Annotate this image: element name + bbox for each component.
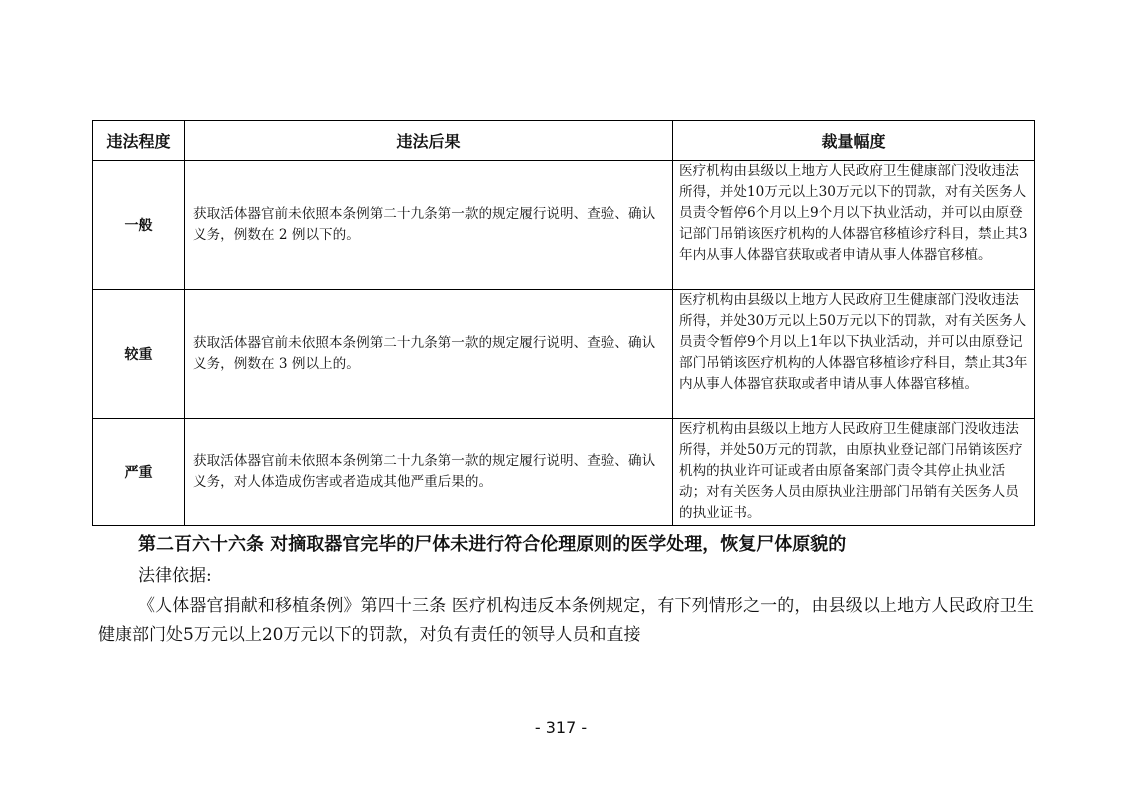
table-row [93, 161, 1035, 290]
header-violation-consequence: 违法后果 [185, 121, 673, 161]
penalty-range-cell: 医疗机构由县级以上地方人民政府卫生健康部门没收违法所得，并处30万元以上50万元以下的罚款，对有关医务人员责令暂停9个月以上1年以下执业活动，并可以由原登记部门吊销该医疗机构的人体器官移植诊疗科目，禁止其3年内从事人体器官获取或者申请从事人体器官移植。 [673, 290, 1035, 419]
degree-cell: 一般 [93, 161, 185, 290]
penalty-range-cell: 医疗机构由县级以上地方人民政府卫生健康部门没收违法所得，并处10万元以上30万元以下的罚款，对有关医务人员责令暂停6个月以上9个月以下执业活动，并可以由原登记部门吊销该医疗机构的人体器官移植诊疗科目，禁止其3年内从事人体器官获取或者申请从事人体器官移植。 [673, 161, 1035, 290]
table-header-row [93, 121, 1035, 161]
table-row [93, 419, 1035, 526]
consequence-cell: 获取活体器官前未依照本条例第二十九条第一款的规定履行说明、查验、确认义务，例数在 2 例以下的。 [185, 161, 673, 290]
article-heading: 第二百六十六条 对摘取器官完毕的尸体未进行符合伦理原则的医学处理，恢复尸体原貌的 [138, 534, 847, 555]
legal-basis-text: 《人体器官捐献和移植条例》第四十三条 医疗机构违反本条例规定，有下列情形之一的，由县级以上地方人民政府卫生健康部门处5万元以上20万元以下的罚款，对负有责任的领导人员和直接 [98, 596, 1034, 645]
page-number: - 317 - [534, 718, 588, 737]
table-row [93, 290, 1035, 419]
penalty-range-cell: 医疗机构由县级以上地方人民政府卫生健康部门没收违法所得，并处50万元的罚款，由原执业登记部门吊销该医疗机构的执业许可证或者由原备案部门责令其停止执业活动；对有关医务人员由原执业注册部门吊销有关医务人员的执业证书。 [673, 419, 1035, 526]
consequence-cell: 获取活体器官前未依照本条例第二十九条第一款的规定履行说明、查验、确认义务，例数在 3 例以上的。 [185, 290, 673, 419]
penalty-table [92, 120, 1035, 526]
degree-cell: 严重 [93, 419, 185, 526]
header-penalty-range: 裁量幅度 [673, 121, 1035, 161]
degree-cell: 较重 [93, 290, 185, 419]
legal-basis-label: 法律依据: [138, 566, 212, 586]
consequence-cell: 获取活体器官前未依照本条例第二十九条第一款的规定履行说明、查验、确认义务，对人体造成伤害或者造成其他严重后果的。 [185, 419, 673, 526]
header-violation-degree: 违法程度 [93, 121, 185, 161]
